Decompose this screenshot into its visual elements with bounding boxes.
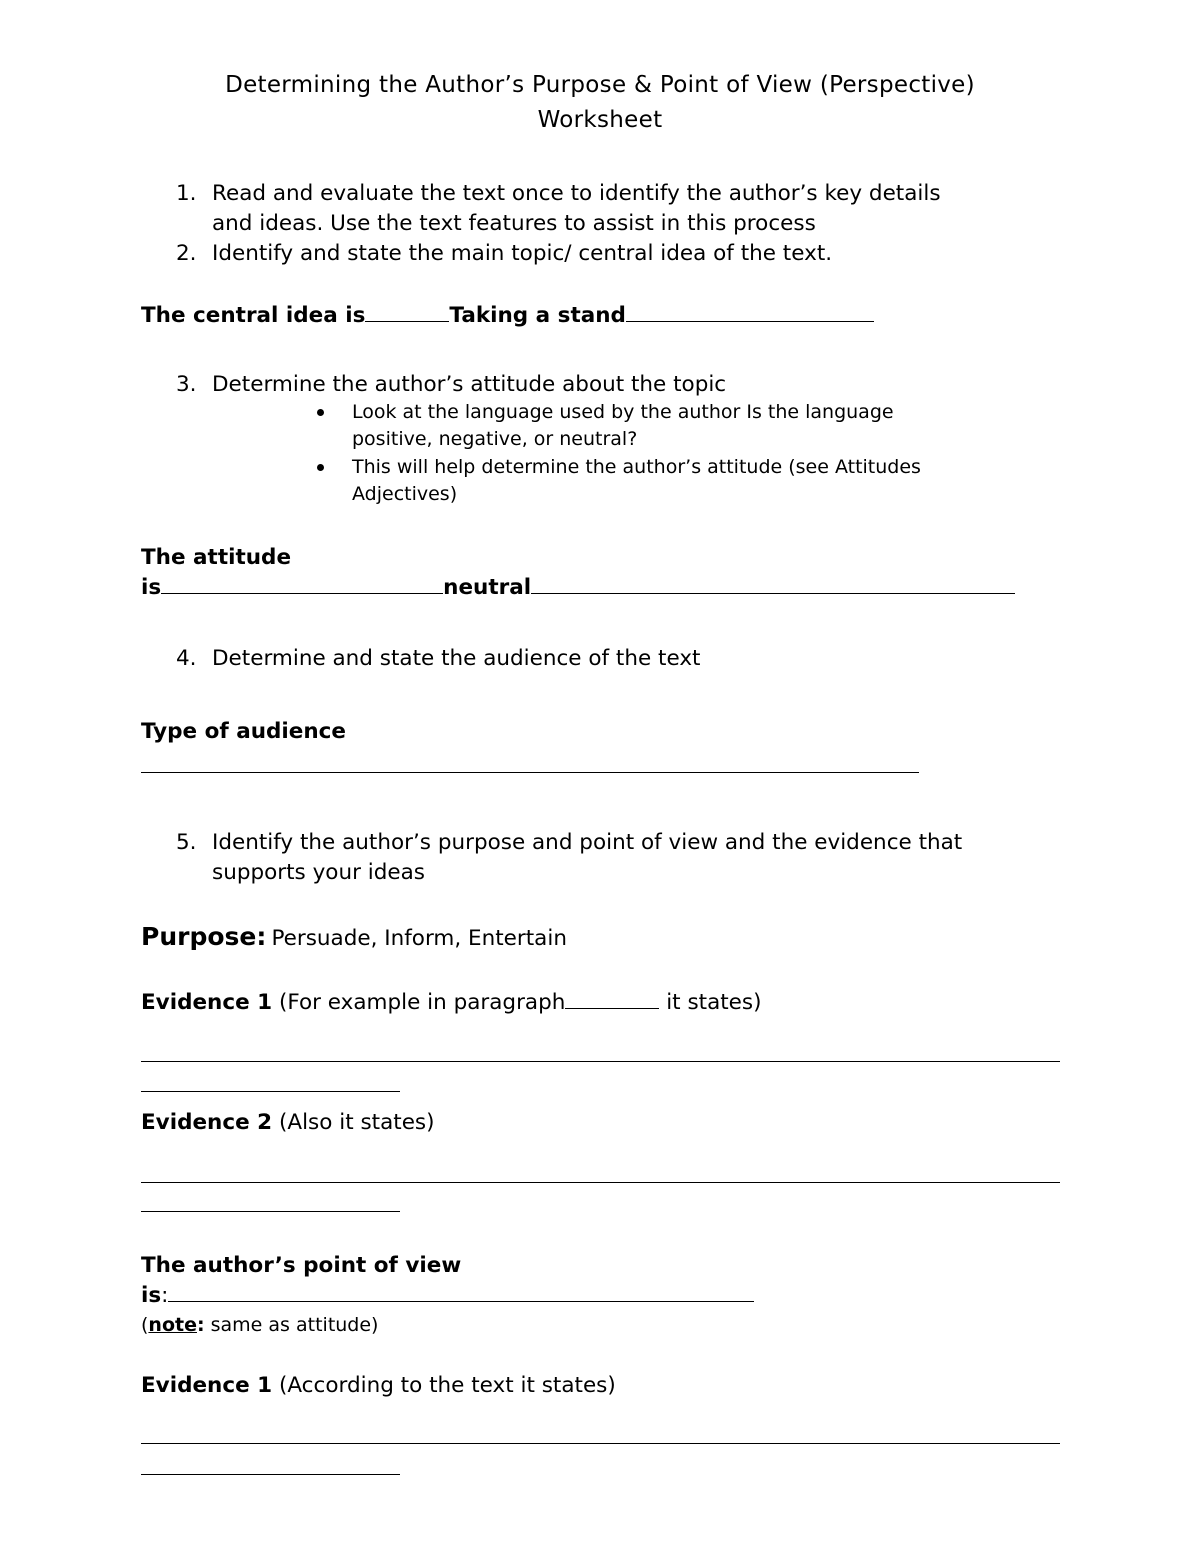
step-3-number: 3. xyxy=(176,372,197,397)
evidence-1-label: Evidence 1 xyxy=(141,990,273,1015)
purpose-options: Persuade, Inform, Entertain xyxy=(271,926,567,951)
attitude-row xyxy=(141,575,1015,600)
pov-label-line2: is xyxy=(141,1283,162,1308)
pov-label-line1: The author’s point of view xyxy=(141,1253,462,1278)
evidence-1-answer-line-1[interactable] xyxy=(141,1061,1060,1062)
worksheet-title-line2: Worksheet xyxy=(537,107,663,133)
purpose-label: Purpose: xyxy=(141,922,267,951)
step-1-text-line1: Read and evaluate the text once to identify the author’s key details xyxy=(212,181,941,206)
pov-evidence-1-row xyxy=(141,1373,616,1398)
attitude-value: neutral xyxy=(443,575,532,600)
central-idea-blank[interactable] xyxy=(365,320,449,322)
evidence-2-answer-line-1[interactable] xyxy=(141,1182,1060,1183)
purpose-row xyxy=(141,922,567,951)
attitude-label-line1: The attitude xyxy=(141,545,292,570)
evidence-2-row xyxy=(141,1110,435,1135)
step-1-text-line2: and ideas. Use the text features to assist in this process xyxy=(212,211,816,236)
step-3-bullet-1-line1: Look at the language used by the author Is the language xyxy=(352,401,894,423)
pov-note-colon: : xyxy=(196,1314,205,1336)
central-idea-row xyxy=(141,303,874,328)
step-3-bullet-2-line1: This will help determine the author’s attitude (see Attitudes xyxy=(352,456,921,478)
audience-label: Type of audience xyxy=(141,719,346,744)
pov-note xyxy=(141,1314,378,1336)
evidence-1-prompt-a: (For example in paragraph xyxy=(278,990,566,1015)
step-2-number: 2. xyxy=(176,241,197,266)
central-idea-value: Taking a stand xyxy=(449,303,626,328)
pov-evidence-1-answer-line-1[interactable] xyxy=(141,1443,1060,1444)
central-idea-blank-after[interactable] xyxy=(626,320,874,322)
evidence-1-answer-line-2[interactable] xyxy=(141,1091,400,1092)
step-4-number: 4. xyxy=(176,646,197,671)
evidence-2-answer-line-2[interactable] xyxy=(141,1211,400,1212)
attitude-blank-after[interactable] xyxy=(531,592,1015,594)
evidence-2-prompt: (Also it states) xyxy=(278,1110,435,1135)
pov-blank[interactable] xyxy=(168,1300,754,1302)
step-5-number: 5. xyxy=(176,830,197,855)
pov-evidence-1-label: Evidence 1 xyxy=(141,1373,273,1398)
attitude-blank[interactable] xyxy=(161,592,443,594)
attitude-label-line2: is xyxy=(141,575,162,600)
pov-note-label: note xyxy=(148,1314,197,1336)
central-idea-label: The central idea is xyxy=(141,303,366,328)
pov-note-open: ( xyxy=(141,1314,149,1336)
step-1-number: 1. xyxy=(176,181,197,206)
step-4-text: Determine and state the audience of the text xyxy=(212,646,701,671)
step-5-text-line1: Identify the author’s purpose and point of view and the evidence that xyxy=(212,830,963,855)
step-3-text: Determine the author’s attitude about the topic xyxy=(212,372,727,397)
evidence-2-label: Evidence 2 xyxy=(141,1110,273,1135)
pov-row xyxy=(141,1283,754,1308)
pov-evidence-1-answer-line-2[interactable] xyxy=(141,1474,400,1475)
pov-note-text: same as attitude) xyxy=(204,1314,379,1336)
step-2-text: Identify and state the main topic/ central idea of the text. xyxy=(212,241,833,266)
pov-colon: : xyxy=(161,1283,169,1308)
bullet-dot-icon xyxy=(317,464,324,471)
audience-answer-line[interactable] xyxy=(141,772,919,773)
pov-evidence-1-prompt: (According to the text it states) xyxy=(278,1373,616,1398)
evidence-1-prompt-b: it states) xyxy=(659,990,762,1015)
step-5-text-line2: supports your ideas xyxy=(212,860,425,885)
worksheet-title-line1: Determining the Author’s Purpose & Point of View (Perspective) xyxy=(225,72,975,98)
evidence-1-row xyxy=(141,990,762,1015)
step-3-bullet-1-line2: positive, negative, or neutral? xyxy=(352,428,638,450)
paragraph-number-blank[interactable] xyxy=(565,1007,659,1009)
step-3-bullet-2-line2: Adjectives) xyxy=(352,483,458,505)
bullet-dot-icon xyxy=(317,409,324,416)
